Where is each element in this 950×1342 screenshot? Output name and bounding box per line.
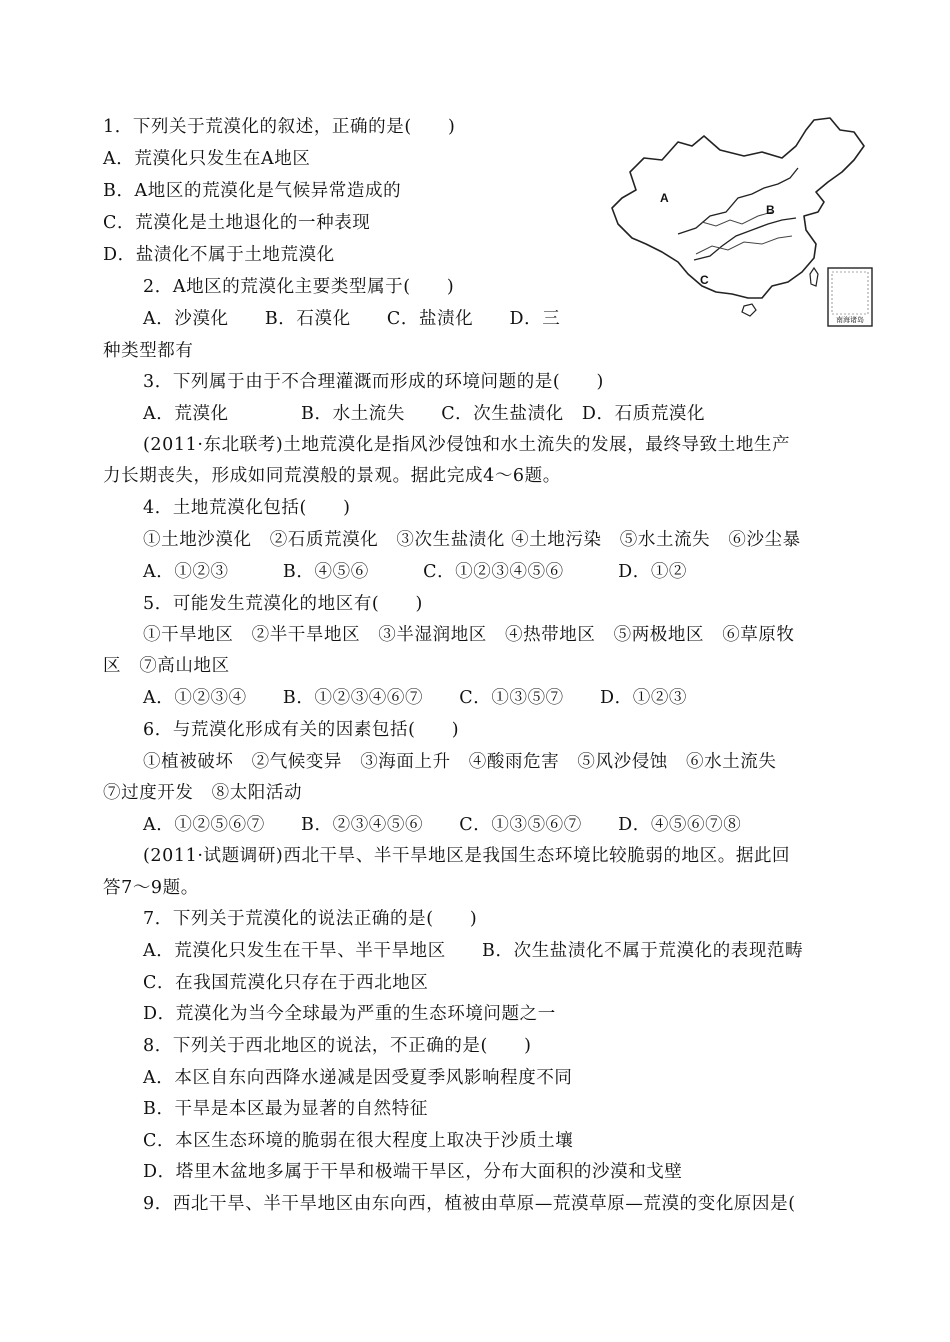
region-boundary <box>678 168 798 234</box>
question-1-option-d: D．盐渍化不属于土地荒漠化 <box>103 245 335 265</box>
hainan-island <box>742 304 756 316</box>
map-label-b: B <box>766 203 775 217</box>
question-5-items: ①干旱地区 ②半干旱地区 ③半湿润地区 ④热带地区 ⑤两极地区 ⑥草原牧 <box>143 625 795 645</box>
question-8-option-d: D．塔里木盆地多属于干旱和极端干旱区，分布大面积的沙漠和戈壁 <box>143 1162 683 1182</box>
question-8-option-c: C．本区生态环境的脆弱在很大程度上取决于沙质土壤 <box>143 1131 574 1151</box>
question-2-options: A．沙漠化 B．石漠化 C．盐渍化 D．三 <box>143 309 561 329</box>
question-1-option-c: C．荒漠化是土地退化的一种表现 <box>103 213 371 233</box>
question-7-option-c: C．在我国荒漠化只存在于西北地区 <box>143 973 429 993</box>
river-line <box>696 236 792 254</box>
question-7-options-ab: A．荒漠化只发生在干旱、半干旱地区 B．次生盐渍化不属于荒漠化的表现范畴 <box>143 941 804 961</box>
question-1-stem: 1．下列关于荒漠化的叙述，正确的是( ) <box>103 117 456 137</box>
passage-4-6: (2011·东北联考)土地荒漠化是指风沙侵蚀和水土流失的发展，最终导致土地生产 <box>143 435 791 455</box>
question-5-stem: 5．可能发生荒漠化的地区有( ) <box>143 594 423 614</box>
question-8-option-b: B．干旱是本区最为显著的自然特征 <box>143 1099 428 1119</box>
question-4-items: ①土地沙漠化 ②石质荒漠化 ③次生盐渍化 ④土地污染 ⑤水土流失 ⑥沙尘暴 <box>143 530 801 550</box>
question-7-stem: 7．下列关于荒漠化的说法正确的是( ) <box>143 909 478 929</box>
map-label-a: A <box>660 191 669 205</box>
question-4-options: A．①②③ B．④⑤⑥ C．①②③④⑤⑥ D．①② <box>143 562 688 582</box>
question-9-stem: 9．西北干旱、半干旱地区由东向西，植被由草原—荒漠草原—荒漠的变化原因是( <box>143 1194 796 1214</box>
question-6-items: ①植被破坏 ②气候变异 ③海面上升 ④酸雨危害 ⑤风沙侵蚀 ⑥水土流失 <box>143 752 777 772</box>
question-5-options: A．①②③④ B．①②③④⑥⑦ C．①③⑤⑦ D．①②③ <box>143 688 688 708</box>
question-4-stem: 4．土地荒漠化包括( ) <box>143 498 351 518</box>
question-3-stem: 3．下列属于由于不合理灌溉而形成的环境问题的是( ) <box>143 372 604 392</box>
question-6-options: A．①②⑤⑥⑦ B．②③④⑤⑥ C．①③⑤⑥⑦ D．④⑤⑥⑦⑧ <box>143 815 742 835</box>
question-8-stem: 8．下列关于西北地区的说法，不正确的是( ) <box>143 1036 532 1056</box>
south-china-sea-inset <box>828 268 872 326</box>
question-6-items-cont: ⑦过度开发 ⑧太阳活动 <box>103 783 303 803</box>
map-label-c: C <box>700 273 709 287</box>
question-1-option-b: B．A地区的荒漠化是气候异常造成的 <box>103 181 402 201</box>
china-map-figure <box>592 112 882 334</box>
question-2-stem: 2．A地区的荒漠化主要类型属于( ) <box>143 277 455 297</box>
question-8-option-a: A．本区自东向西降水递减是因受夏季风影响程度不同 <box>143 1068 573 1088</box>
china-outline <box>612 118 864 298</box>
question-6-stem: 6．与荒漠化形成有关的因素包括( ) <box>143 720 460 740</box>
passage-4-6-cont: 力长期丧失，形成如同荒漠般的景观。据此完成4～6题。 <box>103 466 561 486</box>
question-7-option-d: D．荒漠化为当今全球最为严重的生态环境问题之一 <box>143 1004 556 1024</box>
question-2-options-cont: 种类型都有 <box>103 341 194 361</box>
inset-caption: 南海诸岛 <box>836 317 864 324</box>
question-3-options: A．荒漠化 B．水土流失 C．次生盐渍化 D．石质荒漠化 <box>143 404 706 424</box>
river-line <box>702 212 772 226</box>
question-5-items-cont: 区 ⑦高山地区 <box>103 656 230 676</box>
taiwan-island <box>810 268 818 286</box>
question-1-option-a: A．荒漠化只发生在A地区 <box>103 149 311 169</box>
passage-7-9-cont: 答7～9题。 <box>103 878 199 898</box>
passage-7-9: (2011·试题调研)西北干旱、半干旱地区是我国生态环境比较脆弱的地区。据此回 <box>143 846 791 866</box>
